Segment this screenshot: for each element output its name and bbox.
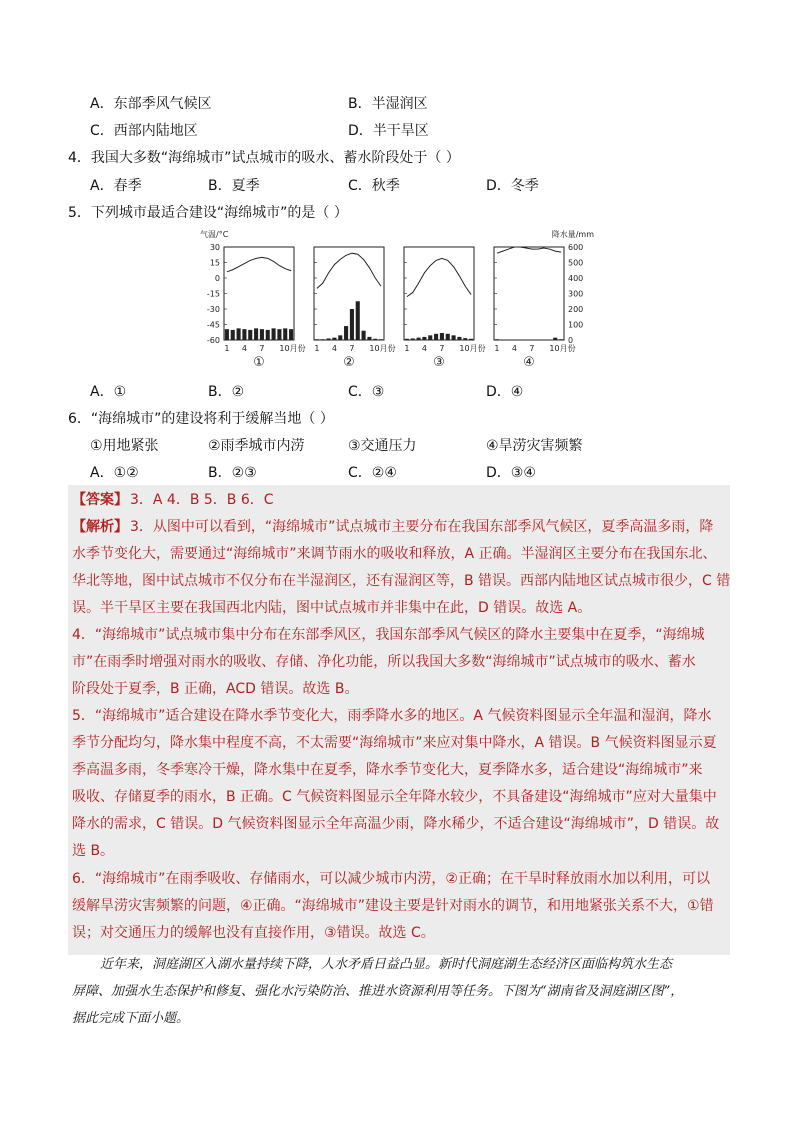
precipitation-bar <box>277 329 281 340</box>
x-tick-label: 1 <box>404 344 410 353</box>
explanation-line: 市”在雨季时增强对雨水的吸收、存储、净化功能，所以我国大多数“海绵城市”试点城市的吸水、蓄水 <box>72 654 696 670</box>
explain-tag: 【解析】 <box>72 519 128 535</box>
q4-option-a: A．春季 <box>90 178 142 194</box>
explanation-line: 缓解旱涝灾害频繁的问题，④正确。“海绵城市”建设主要是针对雨水的调节，和用地紧张关系不大，①错 <box>72 898 714 914</box>
q5-stem: 5．下列城市最适合建设“海绵城市”的是（ ） <box>68 205 348 221</box>
x-tick-label: 7 <box>349 344 355 353</box>
panel-frame <box>314 247 384 340</box>
intro-line-2: 屏障、加强水生态保护和修复、强化水污染防治、推进水资源利用等任务。下图为“湖南省及洞庭湖区图”， <box>72 984 684 999</box>
precipitation-bar <box>428 335 432 340</box>
right-tick-label: 600 <box>568 243 584 252</box>
intro-line-3: 据此完成下面小题。 <box>72 1011 190 1026</box>
explanation-line: 3．从图中可以看到，“海绵城市”试点城市主要分布在我国东部季风气候区，夏季高温多雨，降 <box>130 519 714 535</box>
q3-option-d: D．半干旱区 <box>348 123 429 139</box>
x-tick-label: 4 <box>421 344 427 353</box>
q4-option-c: C．秋季 <box>348 178 400 194</box>
precipitation-bar <box>225 329 229 340</box>
precipitation-bar <box>237 328 241 340</box>
precipitation-bar <box>405 339 409 340</box>
q6-item-1: ①用地紧张 <box>90 438 159 454</box>
precipitation-bar <box>332 338 336 340</box>
answer-tag: 【答案】 <box>72 492 128 508</box>
q5-option-c: C．③ <box>348 384 385 400</box>
x-tick-label: 1 <box>494 344 500 353</box>
q6-stem: 6．“海绵城市”的建设将利于缓解当地（ ） <box>68 411 334 427</box>
precipitation-bar <box>457 337 461 340</box>
precipitation-bar <box>272 328 276 340</box>
left-tick-label: 0 <box>214 274 220 283</box>
precipitation-bar <box>379 339 383 340</box>
q6-item-3: ③交通压力 <box>348 438 417 454</box>
precipitation-bar <box>411 338 415 340</box>
right-tick-label: 200 <box>568 305 584 314</box>
precipitation-bar <box>440 333 444 340</box>
intro-line-1: 近年来，洞庭湖区入湖水量持续下降，人水矛盾日益凸显。新时代洞庭湖生态经济区面临构筑水生态 <box>100 957 673 972</box>
left-tick-label: -60 <box>206 336 220 345</box>
precipitation-bar <box>266 330 270 340</box>
left-tick-label: 30 <box>209 243 220 252</box>
explanation-line: 降水的需求，C 错误。D 气候资料图显示全年高温少雨，降水稀少，不适合建设“海绵城市”，D 错误。故 <box>72 816 720 832</box>
x-tick-label: 4 <box>241 344 247 353</box>
explanation-line: 季高温多雨，冬季寒冷干燥，降水集中在夏季，降水季节变化大，夏季降水多，适合建设“海绵城市”来 <box>72 762 703 778</box>
right-tick-label: 100 <box>568 320 584 330</box>
x-tick-label: 7 <box>439 344 445 353</box>
precipitation-bar <box>446 334 450 340</box>
explanation-line: 误；对交通压力的缓解也没有直接作用，③错误。故选 C。 <box>72 925 435 941</box>
x-tick-label: 1 <box>314 344 320 353</box>
precipitation-bar <box>417 338 421 340</box>
left-tick-label: -30 <box>206 305 220 314</box>
right-axis-title: 降水量/mm <box>551 230 594 239</box>
explanation-line: 阶段处于夏季，B 正确，ACD 错误。故选 B。 <box>72 681 359 697</box>
explanation-line: 误。半干旱区主要在我国西北内陆，图中试点城市并非集中在此，D 错误。故选 A。 <box>72 600 592 616</box>
explanation-line: 4．“海绵城市”试点城市集中分布在东部季风区，我国东部季风气候区的降水主要集中在夏季，“海绵城 <box>72 627 705 643</box>
climate-charts <box>200 225 595 370</box>
temperature-line <box>407 258 471 296</box>
right-tick-label: 500 <box>568 258 584 268</box>
precipitation-bar <box>315 339 319 340</box>
q6-item-2: ②雨季城市内涝 <box>208 438 305 454</box>
precipitation-bar <box>422 337 426 340</box>
q5-option-d: D．④ <box>486 384 524 400</box>
precipitation-bar <box>553 338 557 340</box>
q4-option-d: D．冬季 <box>486 178 539 194</box>
q6-option-a: A．①② <box>90 465 139 481</box>
explanation-line: 吸收、存储夏季的雨水，B 正确。C 气候资料图显示全年降水较少，不具备建设“海绵城市”应对大量集中 <box>72 789 717 805</box>
right-tick-label: 0 <box>568 336 574 345</box>
panel-label: ③ <box>433 355 445 370</box>
explanation-line: 水季节变化大，需要通过“海绵城市”来调节雨水的吸收和释放，A 正确。半湿润区主要分布在我国东北、 <box>72 546 717 562</box>
x-tick-label: 1 <box>224 344 230 353</box>
precipitation-bar <box>248 330 252 340</box>
right-tick-label: 400 <box>568 274 584 283</box>
x-tick-label: 7 <box>529 344 535 353</box>
precipitation-bar <box>434 334 438 340</box>
x-tick-label: 7 <box>259 344 265 353</box>
left-tick-label: -15 <box>206 289 220 299</box>
q4-stem: 4．我国大多数“海绵城市”试点城市的吸水、蓄水阶段处于（ ） <box>68 150 460 166</box>
q3-option-b: B．半湿润区 <box>348 96 428 112</box>
panel-frame <box>224 247 294 340</box>
q3-option-a: A．东部季风气候区 <box>90 96 212 112</box>
q3-option-c: C．西部内陆地区 <box>90 123 198 139</box>
precipitation-bar <box>254 328 258 340</box>
explanation-line: 华北等地，图中试点城市不仅分布在半湿润区，还有湿润区等，B 错误。西部内陆地区试点城市很少，C 错 <box>72 573 731 589</box>
temperature-line <box>227 257 291 271</box>
precipitation-bar <box>283 328 287 340</box>
right-tick-label: 300 <box>568 289 584 299</box>
panel-label: ① <box>253 355 265 370</box>
q4-option-b: B．夏季 <box>208 178 260 194</box>
temperature-line <box>497 247 561 253</box>
precipitation-bar <box>495 339 499 340</box>
precipitation-bar <box>356 301 360 340</box>
precipitation-bar <box>338 335 342 340</box>
panel-label: ② <box>343 355 355 370</box>
precipitation-bar <box>373 339 377 340</box>
x-tick-label: 10月份 <box>369 344 396 353</box>
precipitation-bar <box>469 339 473 340</box>
q6-item-4: ④旱涝灾害频繁 <box>486 438 583 454</box>
left-tick-label: 15 <box>209 258 220 268</box>
q6-option-c: C．②④ <box>348 465 397 481</box>
precipitation-bar <box>242 329 246 340</box>
explanation-line: 选 B。 <box>72 843 115 859</box>
precipitation-bar <box>321 339 325 340</box>
x-tick-label: 4 <box>511 344 517 353</box>
precipitation-bar <box>289 329 293 340</box>
left-axis-title: 气温/°C <box>200 230 229 239</box>
precipitation-bar <box>452 335 456 340</box>
answer-text: 3．A 4．B 5．B 6．C <box>130 492 274 508</box>
precipitation-bar <box>559 339 563 340</box>
x-tick-label: 4 <box>331 344 337 353</box>
precipitation-bar <box>260 329 264 340</box>
panel-label: ④ <box>523 355 535 370</box>
precipitation-bar <box>350 309 354 340</box>
panel-frame <box>494 247 564 340</box>
precipitation-bar <box>327 338 331 340</box>
x-tick-label: 10月份 <box>459 344 486 353</box>
x-tick-label: 10月份 <box>279 344 306 353</box>
explanation-line: 季节分配均匀，降水集中程度不高，不太需要“海绵城市”来应对集中降水，A 错误。B 气候资料图显示夏 <box>72 735 717 751</box>
precipitation-bar <box>362 331 366 340</box>
q6-option-b: B．②③ <box>208 465 257 481</box>
precipitation-bar <box>463 338 467 340</box>
x-tick-label: 10月份 <box>549 344 576 353</box>
panel-frame <box>404 247 474 340</box>
precipitation-bar <box>344 326 348 340</box>
precipitation-bar <box>231 330 235 340</box>
temperature-line <box>317 253 381 288</box>
left-tick-label: -45 <box>206 320 220 330</box>
q6-option-d: D．③④ <box>486 465 536 481</box>
explanation-line: 5．“海绵城市”适合建设在降水季节变化大，雨季降水多的地区。A 气候资料图显示全年温和湿润，降水 <box>72 708 712 724</box>
explanation-line: 6．“海绵城市”在雨季吸收、存储雨水，可以减少城市内涝，②正确；在干旱时释放雨水加以利用，可以 <box>72 871 710 887</box>
precipitation-bar <box>367 337 371 340</box>
q5-option-a: A．① <box>90 384 127 400</box>
q5-option-b: B．② <box>208 384 245 400</box>
